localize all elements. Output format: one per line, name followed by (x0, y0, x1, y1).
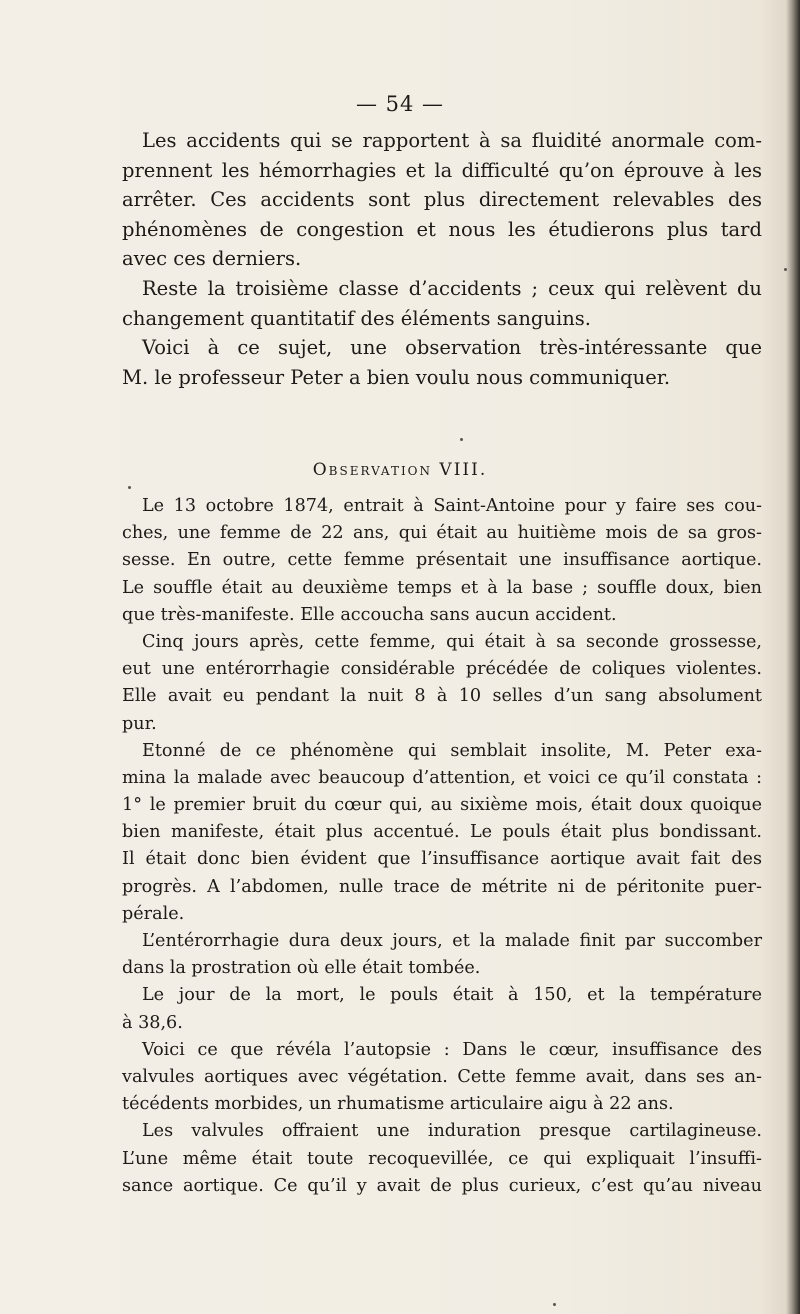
text-line: Le 13 octobre 1874, entrait à Saint-Antoine pour y faire ses cou- (142, 496, 762, 516)
text-line: Le jour de la mort, le pouls était à 150, et la température (142, 985, 762, 1006)
text-line: phénomènes de congestion et nous les étudierons plus tard (122, 217, 762, 241)
intro-paragraphs (122, 126, 762, 392)
text-line: ches, une femme de 22 ans, qui était au huitième mois de sa gros- (122, 523, 762, 544)
text-line: avec ces derniers. (122, 247, 302, 271)
text-line: dans la prostration où elle était tombée. (122, 958, 481, 979)
text-line: Cinq jours après, cette femme, qui était à sa seconde grossesse, (142, 631, 762, 652)
text-line: L’une même était toute recoquevillée, ce qui expliquait l’insuffi- (122, 1148, 762, 1169)
text-line: changement quantitatif des éléments sanguins. (122, 306, 591, 330)
text-line: bien manifeste, était plus accentué. Le pouls était plus bondissant. (122, 822, 762, 843)
text-line: que très-manifeste. Elle accoucha sans aucun accident. (122, 604, 617, 625)
text-line: pérale. (122, 903, 185, 924)
paper-speck (553, 1303, 556, 1306)
observation-heading: Observation VIII. (312, 460, 488, 480)
text-line: L’entérorrhagie dura deux jours, et la malade finit par succomber (142, 931, 762, 951)
text-line: Les valvules offraient une induration presque cartilagineuse. (142, 1121, 762, 1142)
text-line: 1° le premier bruit du cœur qui, au sixième mois, était doux quoique (122, 795, 762, 816)
text-line: sesse. En outre, cette femme présentait une insuffisance aortique. (122, 550, 762, 571)
text-line: técédents morbides, un rhumatisme articulaire aigu à 22 ans. (122, 1094, 674, 1115)
text-line: Etonné de ce phénomène qui semblait insolite, M. Peter exa- (142, 740, 762, 761)
text-line: Reste la troisième classe d’accidents ; ceux qui relèvent du (142, 276, 762, 300)
text-line: sance aortique. Ce qu’il y avait de plus curieux, c’est qu’au niveau (122, 1175, 762, 1196)
page-edge-shadow (786, 0, 800, 1314)
text-line: pur. (122, 713, 157, 734)
text-line: progrès. A l’abdomen, nulle trace de métrite ni de péritonite puer- (122, 876, 762, 897)
text-line: Les accidents qui se rapportent à sa fluidité anormale com- (142, 129, 762, 152)
text-line: eut une entérorrhagie considérable précédée de coliques violentes. (122, 659, 762, 680)
paper-speck (784, 268, 787, 271)
paper-speck (128, 486, 131, 489)
text-line: Il était donc bien évident que l’insuffisance aortique avait fait des (122, 849, 762, 870)
text-line: Elle avait eu pendant la nuit 8 à 10 selles d’un sang absolument (122, 686, 762, 707)
text-line: prennent les hémorrhagies et la difficulté qu’on éprouve à les (122, 158, 762, 182)
text-line: Voici ce que révéla l’autopsie : Dans le cœur, insuffisance des (142, 1039, 762, 1060)
observation-body (122, 493, 762, 1200)
text-line: mina la malade avec beaucoup d’attention, et voici ce qu’il constata : (122, 767, 762, 788)
text-line: arrêter. Ces accidents sont plus directement relevables des (122, 188, 762, 212)
text-line: Le souffle était au deuxième temps et à la base ; souffle doux, bien (122, 577, 762, 598)
paper-speck (460, 438, 463, 441)
page-number: — 54 — (355, 92, 445, 116)
text-line: Voici à ce sujet, une observation très-intéressante que (142, 336, 762, 360)
text-line: à 38,6. (122, 1012, 183, 1033)
text-line: M. le professeur Peter a bien voulu nous communiquer. (122, 365, 671, 389)
text-line: valvules aortiques avec végétation. Cette femme avait, dans ses an- (122, 1066, 762, 1087)
